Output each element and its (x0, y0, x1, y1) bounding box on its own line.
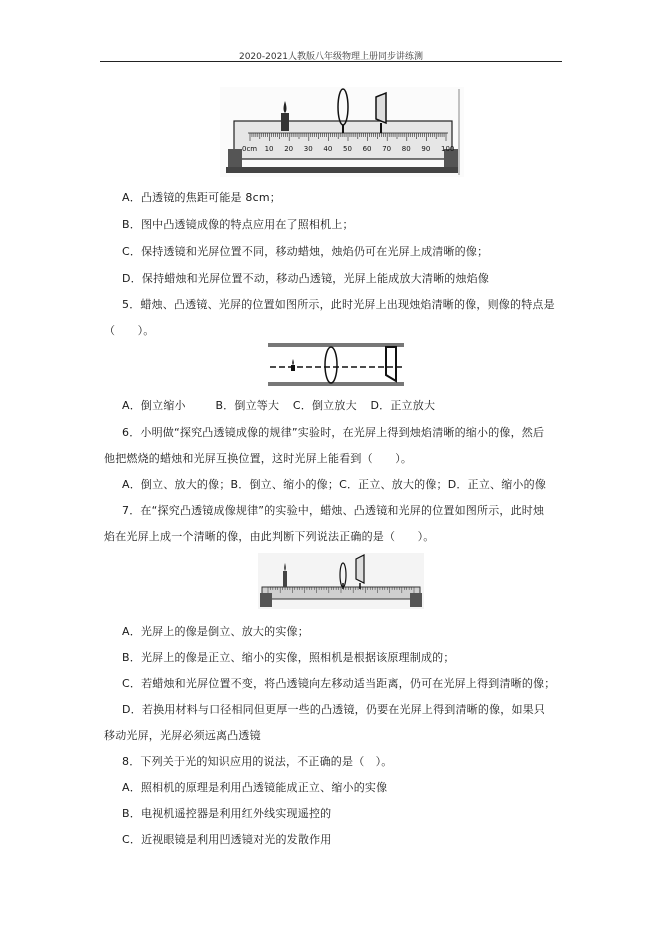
q4-option-c: C．保持透镜和光屏位置不同，移动蜡烛，烛焰仍可在光屏上成清晰的像； (122, 245, 489, 258)
q6-stem-line1: 6．小明做“探究凸透镜成像的规律”实验时，在光屏上得到烛焰清晰的缩小的像，然后 (122, 426, 545, 439)
ruler-tick-label: 80 (401, 145, 411, 153)
q4-option-b: B．图中凸透镜成像的特点应用在了照相机上； (122, 218, 354, 231)
ruler-tick-label: 10 (264, 145, 274, 153)
q7-option-a: A．光屏上的像是倒立、放大的实像； (122, 625, 309, 638)
ruler-tick-label: 100 (441, 145, 455, 153)
q5-stem-line2: （ ）。 (104, 324, 155, 337)
q4-option-d: D．保持蜡烛和光屏位置不动，移动凸透镜，光屏上能成放大清晰的烛焰像 (122, 272, 490, 285)
ruler-tick-label: 40 (323, 145, 333, 153)
q7-stem-line2: 焰在光屏上成一个清晰的像，由此判断下列说法正确的是（ ）。 (104, 530, 435, 543)
ruler-tick-label: 90 (421, 145, 431, 153)
q5-option-a: A．倒立缩小 (122, 399, 186, 412)
q5-stem-line1: 5．蜡烛、凸透镜、光屏的位置如图所示，此时光屏上出现烛焰清晰的像，则像的特点是 (122, 298, 555, 311)
q5-option-c: C．倒立放大 (292, 399, 357, 412)
q6-options: A．倒立、放大的像；B．倒立、缩小的像；C．正立、放大的像；D．正立、缩小的像 (122, 478, 547, 491)
q7-option-b: B．光屏上的像是正立、缩小的实像，照相机是根据该原理制成的； (122, 651, 455, 664)
optical-bench-figure-3 (258, 553, 424, 609)
ruler-tick-label: 30 (303, 145, 313, 153)
page-header: 2020-2021人教版八年级物理上册同步讲练测 (238, 52, 424, 62)
ruler-tick-label: 60 (362, 145, 372, 153)
q7-option-d-cont: 移动光屏，光屏必须远离凸透镜 (104, 729, 261, 742)
q5-option-d: D．正立放大 (370, 399, 436, 412)
optical-bench-figure-1 (220, 87, 464, 177)
header-rule (100, 61, 562, 62)
ruler-unit-label: 0cm (242, 145, 258, 153)
q7-option-d: D．若换用材料与口径相同但更厚一些的凸透镜，仍要在光屏上得到清晰的像，如果只 (122, 703, 546, 716)
q5-option-b: B．倒立等大 (215, 399, 280, 412)
q7-stem-line1: 7．在“探究凸透镜成像规律”的实验中，蜡烛、凸透镜和光屏的位置如图所示，此时烛 (122, 504, 545, 517)
q7-option-c: C．若蜡烛和光屏位置不变，将凸透镜向左移动适当距离，仍可在光屏上得到清晰的像； (122, 677, 556, 690)
ruler-tick-label: 20 (284, 145, 294, 153)
q8-option-a: A．照相机的原理是利用凸透镜能成正立、缩小的实像 (122, 781, 388, 794)
optical-bench-figure-2 (268, 341, 404, 387)
q8-option-c: C．近视眼镜是利用凹透镜对光的发散作用 (122, 833, 332, 846)
q8-stem: 8．下列关于光的知识应用的说法，不正确的是（ ）。 (122, 755, 393, 768)
ruler-tick-label: 70 (382, 145, 392, 153)
q8-option-b: B．电视机遥控器是利用红外线实现遥控的 (122, 807, 332, 820)
ruler-tick-label: 50 (343, 145, 352, 153)
q5-options (122, 397, 445, 413)
q6-stem-line2: 他把燃烧的蜡烛和光屏互换位置，这时光屏上能看到（ ）。 (104, 452, 413, 465)
q4-option-a: A．凸透镜的焦距可能是 8cm； (122, 191, 281, 204)
